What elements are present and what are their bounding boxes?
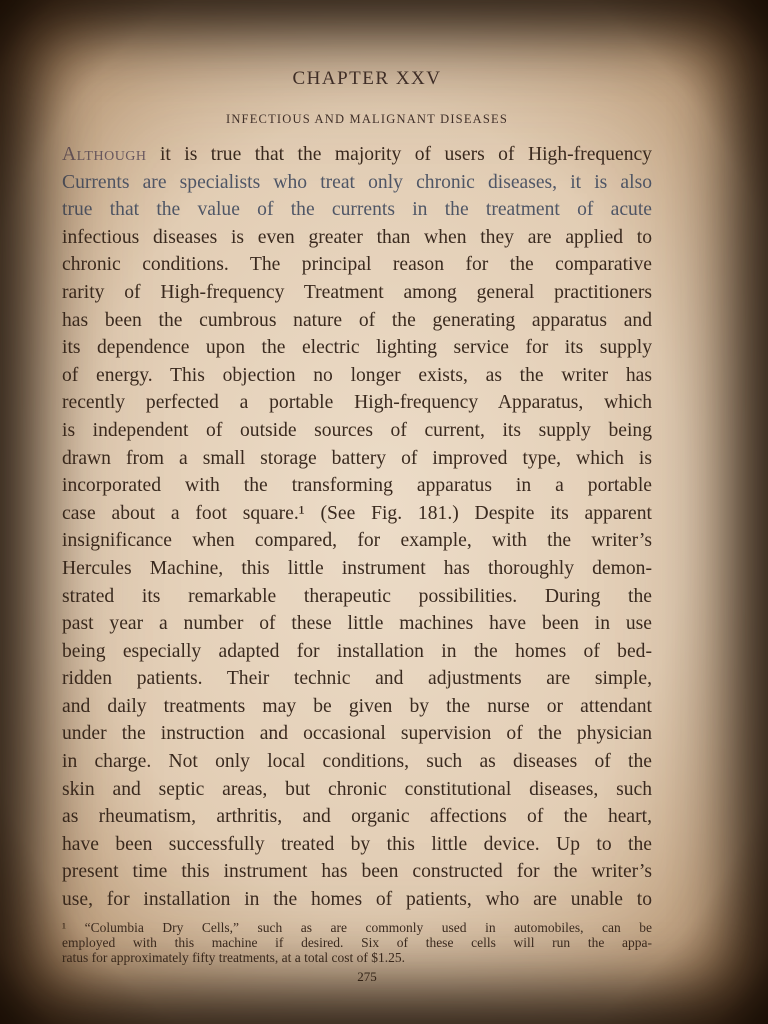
body-line: has been the cumbrous nature of the generating apparatus and bbox=[62, 309, 652, 331]
body-line: its dependence upon the electric lighting service for its supply bbox=[62, 337, 652, 359]
page-number: 275 bbox=[357, 968, 377, 984]
footnote-line: ratus for approximately fifty treatments, at a total cost of $1.25. bbox=[62, 949, 406, 965]
body-line: drawn from a small storage battery of improved type, which is bbox=[62, 447, 652, 469]
body-line: Hercules Machine, this little instrument has thoroughly demon- bbox=[62, 557, 652, 579]
body-line: infectious diseases is even greater than when they are applied to bbox=[62, 226, 652, 248]
body-line: chronic conditions. The principal reason for the comparative bbox=[62, 254, 652, 276]
body-line: have been successfully treated by this little device. Up to the bbox=[62, 833, 652, 855]
body-line: past year a number of these little machines have been in use bbox=[62, 613, 652, 635]
body-line: of energy. This objection no longer exists, as the writer has bbox=[62, 364, 652, 386]
body-line: under the instruction and occasional supervision of the physician bbox=[62, 723, 652, 745]
body-line: rarity of High-frequency Treatment among general practitioners bbox=[62, 281, 652, 303]
body-line: strated its remarkable therapeutic possibilities. During the bbox=[62, 585, 652, 607]
book-page bbox=[62, 58, 672, 988]
body-line: incorporated with the transforming apparatus in a portable bbox=[62, 475, 652, 497]
body-line: in charge. Not only local conditions, such as diseases of the bbox=[62, 751, 652, 773]
drop-word: Although bbox=[62, 144, 147, 165]
body-line: insignificance when compared, for example, with the writer’s bbox=[62, 530, 652, 552]
chapter-title: CHAPTER XXV bbox=[292, 68, 442, 89]
body-text bbox=[62, 141, 672, 914]
body-line: recently perfected a portable High-frequency Apparatus, which bbox=[62, 392, 652, 414]
body-line: and daily treatments may be given by the nurse or attendant bbox=[62, 695, 652, 717]
body-line: use, for installation in the homes of patients, who are unable to bbox=[62, 889, 652, 911]
body-line: case about a foot square.¹ (See Fig. 181.) Despite its apparent bbox=[62, 502, 652, 524]
body-line: skin and septic areas, but chronic constitutional diseases, such bbox=[62, 778, 652, 800]
body-line: ridden patients. Their technic and adjustments are simple, bbox=[62, 668, 652, 690]
section-title: INFECTIOUS AND MALIGNANT DISEASES bbox=[225, 112, 509, 126]
footnote bbox=[62, 920, 672, 965]
body-line: present time this instrument has been constructed for the writer’s bbox=[62, 861, 652, 883]
footnote-line: ¹ “Columbia Dry Cells,” such as are commonly used in automobiles, can be bbox=[62, 919, 652, 935]
body-line: Although it is true that the majority of users of High-frequency bbox=[62, 144, 652, 165]
body-line: true that the value of the currents in the treatment of acute bbox=[62, 199, 652, 221]
body-line: as rheumatism, arthritis, and organic affections of the heart, bbox=[62, 806, 652, 828]
body-line: Currents are specialists who treat only chronic diseases, it is also bbox=[62, 171, 652, 193]
body-line: is independent of outside sources of current, its supply being bbox=[62, 419, 652, 441]
body-line: being especially adapted for installation in the homes of bed- bbox=[62, 640, 652, 662]
footnote-line: employed with this machine if desired. Six of these cells will run the appa- bbox=[62, 934, 652, 950]
